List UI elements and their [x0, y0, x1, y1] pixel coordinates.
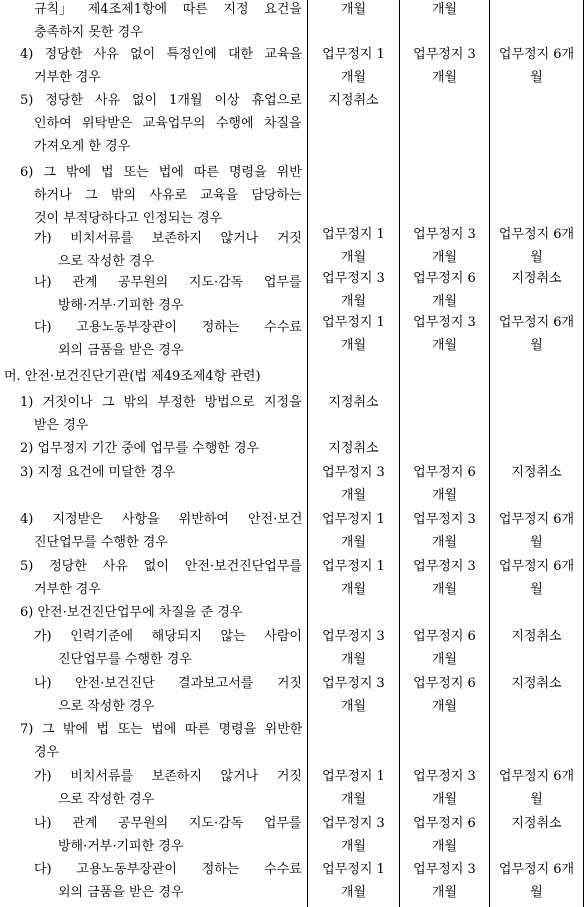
- row-11-desc-line: 진단업무를 수행한 경우: [34, 535, 168, 550]
- row-17-desc-line: 으로 작성한 경우: [58, 792, 155, 807]
- row-14-penalty-p3: 지정취소: [511, 629, 562, 644]
- row-6-penalty-p2: 개월: [431, 338, 458, 353]
- row-3-desc-line: 것이 부적당하다고 인정되는 경우: [34, 211, 223, 226]
- row-10-penalty-p2: 개월: [431, 488, 458, 503]
- row-10-penalty-p3: 지정취소: [511, 465, 562, 480]
- row-16-desc-line: 경우: [34, 745, 60, 760]
- row-4-penalty-p2: 개월: [431, 250, 458, 265]
- row-9-desc-line: 2) 업무정지 기간 중에 업무를 수행한 경우: [20, 441, 260, 456]
- row-9-penalty-p1: 지정취소: [328, 441, 379, 456]
- row-12-penalty-p3: 업무정지 6개: [498, 559, 575, 574]
- row-6-penalty-p3: 월: [530, 338, 543, 353]
- row-0-penalty-p1: 개월: [340, 2, 367, 17]
- row-2-desc-line: 5) 정당한 사유 없이 1개월 이상 휴업으로: [20, 93, 302, 108]
- row-5-penalty-p1: 업무정지 3: [322, 271, 385, 286]
- row-15-penalty-p1: 업무정지 3: [322, 676, 385, 691]
- row-6-desc-line: 외의 금품을 받은 경우: [58, 343, 184, 358]
- row-12-penalty-p1: 개월: [340, 582, 367, 597]
- row-0-desc-line: 규칙」 제4조제1항에 따른 지정 요건을: [34, 2, 302, 17]
- row-2-desc-line: 인하여 위탁받은 교육업무의 수행에 차질을: [34, 116, 302, 131]
- row-1-penalty-p2: 개월: [431, 70, 458, 85]
- row-19-penalty-p3: 업무정지 6개: [498, 862, 575, 877]
- row-4-penalty-p1: 업무정지 1: [322, 227, 385, 242]
- row-18-penalty-p2: 업무정지 6: [413, 816, 476, 831]
- row-12-penalty-p1: 업무정지 1: [322, 559, 385, 574]
- row-1-desc-line: 4) 정당한 사유 없이 특정인에 대한 교육을: [20, 47, 303, 62]
- row-19-penalty-p1: 업무정지 1: [322, 862, 385, 877]
- row-14-desc-line: 진단업무를 수행한 경우: [58, 652, 192, 667]
- row-5-penalty-p1: 개월: [340, 294, 367, 309]
- row-4-desc-line: 으로 작성한 경우: [58, 254, 155, 269]
- row-0-desc-line: 충족하지 못한 경우: [34, 25, 143, 40]
- row-11-penalty-p1: 업무정지 1: [322, 512, 385, 527]
- row-6-penalty-p2: 업무정지 3: [413, 315, 476, 330]
- row-4-desc-line: 가) 비치서류를 보존하지 않거나 거짓: [34, 231, 302, 246]
- row-17-penalty-p2: 업무정지 3: [413, 769, 476, 784]
- row-18-penalty-p2: 개월: [431, 839, 458, 854]
- row-14-desc-line: 가) 인력기준에 해당되지 않는 사람이: [34, 629, 302, 644]
- row-11-desc-line: 4) 지정받은 사항을 위반하여 안전·보건: [20, 512, 303, 527]
- row-5-desc-line: 방해·거부·기피한 경우: [58, 298, 184, 313]
- row-1-desc-line: 거부한 경우: [34, 70, 101, 85]
- row-12-desc-line: 거부한 경우: [34, 582, 101, 597]
- row-1-penalty-p3: 업무정지 6개: [498, 47, 575, 62]
- row-4-penalty-p3: 업무정지 6개: [498, 227, 575, 242]
- row-10-penalty-p1: 업무정지 3: [322, 465, 385, 480]
- row-10-penalty-p1: 개월: [340, 488, 367, 503]
- row-14-penalty-p2: 개월: [431, 652, 458, 667]
- row-15-penalty-p2: 업무정지 6: [413, 676, 476, 691]
- row-12-penalty-p2: 업무정지 3: [413, 559, 476, 574]
- row-12-penalty-p2: 개월: [431, 582, 458, 597]
- row-1-penalty-p3: 월: [530, 70, 543, 85]
- row-4-penalty-p1: 개월: [340, 250, 367, 265]
- row-5-penalty-p2: 업무정지 6: [413, 271, 476, 286]
- row-1-penalty-p1: 업무정지 1: [322, 47, 385, 62]
- row-2-penalty-p1: 지정취소: [328, 93, 379, 108]
- row-19-penalty-p2: 개월: [431, 885, 458, 900]
- row-8-desc-line: 1) 거짓이나 그 밖의 부정한 방법으로 지정을: [20, 395, 302, 410]
- row-19-penalty-p2: 업무정지 3: [413, 862, 476, 877]
- row-18-penalty-p1: 개월: [340, 839, 367, 854]
- row-7-desc-line: 머. 안전·보건진단기관(법 제49조제4항 관련): [4, 369, 261, 384]
- row-18-desc-line: 방해·거부·기피한 경우: [58, 839, 184, 854]
- row-11-penalty-p3: 업무정지 6개: [498, 512, 575, 527]
- row-19-penalty-p1: 개월: [340, 885, 367, 900]
- row-14-penalty-p2: 업무정지 6: [413, 629, 476, 644]
- row-17-desc-line: 가) 비치서류를 보존하지 않거나 거짓: [34, 769, 302, 784]
- row-3-desc-line: 하거나 그 밖의 사유로 교육을 담당하는: [34, 188, 302, 203]
- row-11-penalty-p2: 개월: [431, 535, 458, 550]
- row-15-desc-line: 으로 작성한 경우: [58, 699, 155, 714]
- row-4-penalty-p3: 월: [530, 250, 543, 265]
- row-8-penalty-p1: 지정취소: [328, 395, 379, 410]
- row-1-penalty-p2: 업무정지 3: [413, 47, 476, 62]
- row-15-penalty-p2: 개월: [431, 699, 458, 714]
- row-14-penalty-p1: 개월: [340, 652, 367, 667]
- row-18-penalty-p3: 지정취소: [511, 816, 562, 831]
- row-19-desc-line: 다) 고용노동부장관이 정하는 수수료: [34, 862, 302, 877]
- row-13-desc-line: 6) 안전·보건진단업무에 차질을 준 경우: [20, 605, 243, 620]
- row-6-penalty-p1: 개월: [340, 338, 367, 353]
- row-16-desc-line: 7) 그 밖에 법 또는 법에 따른 명령을 위반한: [20, 722, 303, 737]
- row-18-penalty-p1: 업무정지 3: [322, 816, 385, 831]
- row-3-desc-line: 6) 그 밖에 법 또는 법에 따른 명령을 위반: [20, 165, 302, 180]
- row-14-penalty-p1: 업무정지 3: [322, 629, 385, 644]
- row-15-penalty-p1: 개월: [340, 699, 367, 714]
- row-19-penalty-p3: 월: [530, 885, 543, 900]
- row-19-desc-line: 외의 금품을 받은 경우: [58, 885, 184, 900]
- row-6-penalty-p3: 업무정지 6개: [498, 315, 575, 330]
- row-12-penalty-p3: 월: [530, 582, 543, 597]
- row-15-penalty-p3: 지정취소: [511, 676, 562, 691]
- row-2-desc-line: 가져오게 한 경우: [34, 139, 131, 154]
- row-1-penalty-p1: 개월: [340, 70, 367, 85]
- row-17-penalty-p3: 업무정지 6개: [498, 769, 575, 784]
- row-4-penalty-p2: 업무정지 3: [413, 227, 476, 242]
- row-17-penalty-p1: 개월: [340, 792, 367, 807]
- row-11-penalty-p3: 월: [530, 535, 543, 550]
- row-5-desc-line: 나) 관계 공무원의 지도·감독 업무를: [34, 275, 302, 290]
- row-6-desc-line: 다) 고용노동부장관이 정하는 수수료: [34, 320, 302, 335]
- row-12-desc-line: 5) 정당한 사유 없이 안전·보건진단업무를: [20, 559, 302, 574]
- row-11-penalty-p1: 개월: [340, 535, 367, 550]
- row-6-penalty-p1: 업무정지 1: [322, 315, 385, 330]
- row-17-penalty-p2: 개월: [431, 792, 458, 807]
- row-0-penalty-p2: 개월: [431, 2, 458, 17]
- row-10-penalty-p2: 업무정지 6: [413, 465, 476, 480]
- table-right-border: [583, 0, 584, 907]
- row-11-penalty-p2: 업무정지 3: [413, 512, 476, 527]
- row-15-desc-line: 나) 안전·보건진단 결과보고서를 거짓: [34, 676, 302, 691]
- row-8-desc-line: 받은 경우: [34, 418, 89, 433]
- row-17-penalty-p3: 월: [530, 792, 543, 807]
- row-5-penalty-p3: 지정취소: [511, 271, 562, 286]
- row-10-desc-line: 3) 지정 요건에 미달한 경우: [20, 465, 176, 480]
- row-17-penalty-p1: 업무정지 1: [322, 769, 385, 784]
- row-5-penalty-p2: 개월: [431, 294, 458, 309]
- row-18-desc-line: 나) 관계 공무원의 지도·감독 업무를: [34, 816, 302, 831]
